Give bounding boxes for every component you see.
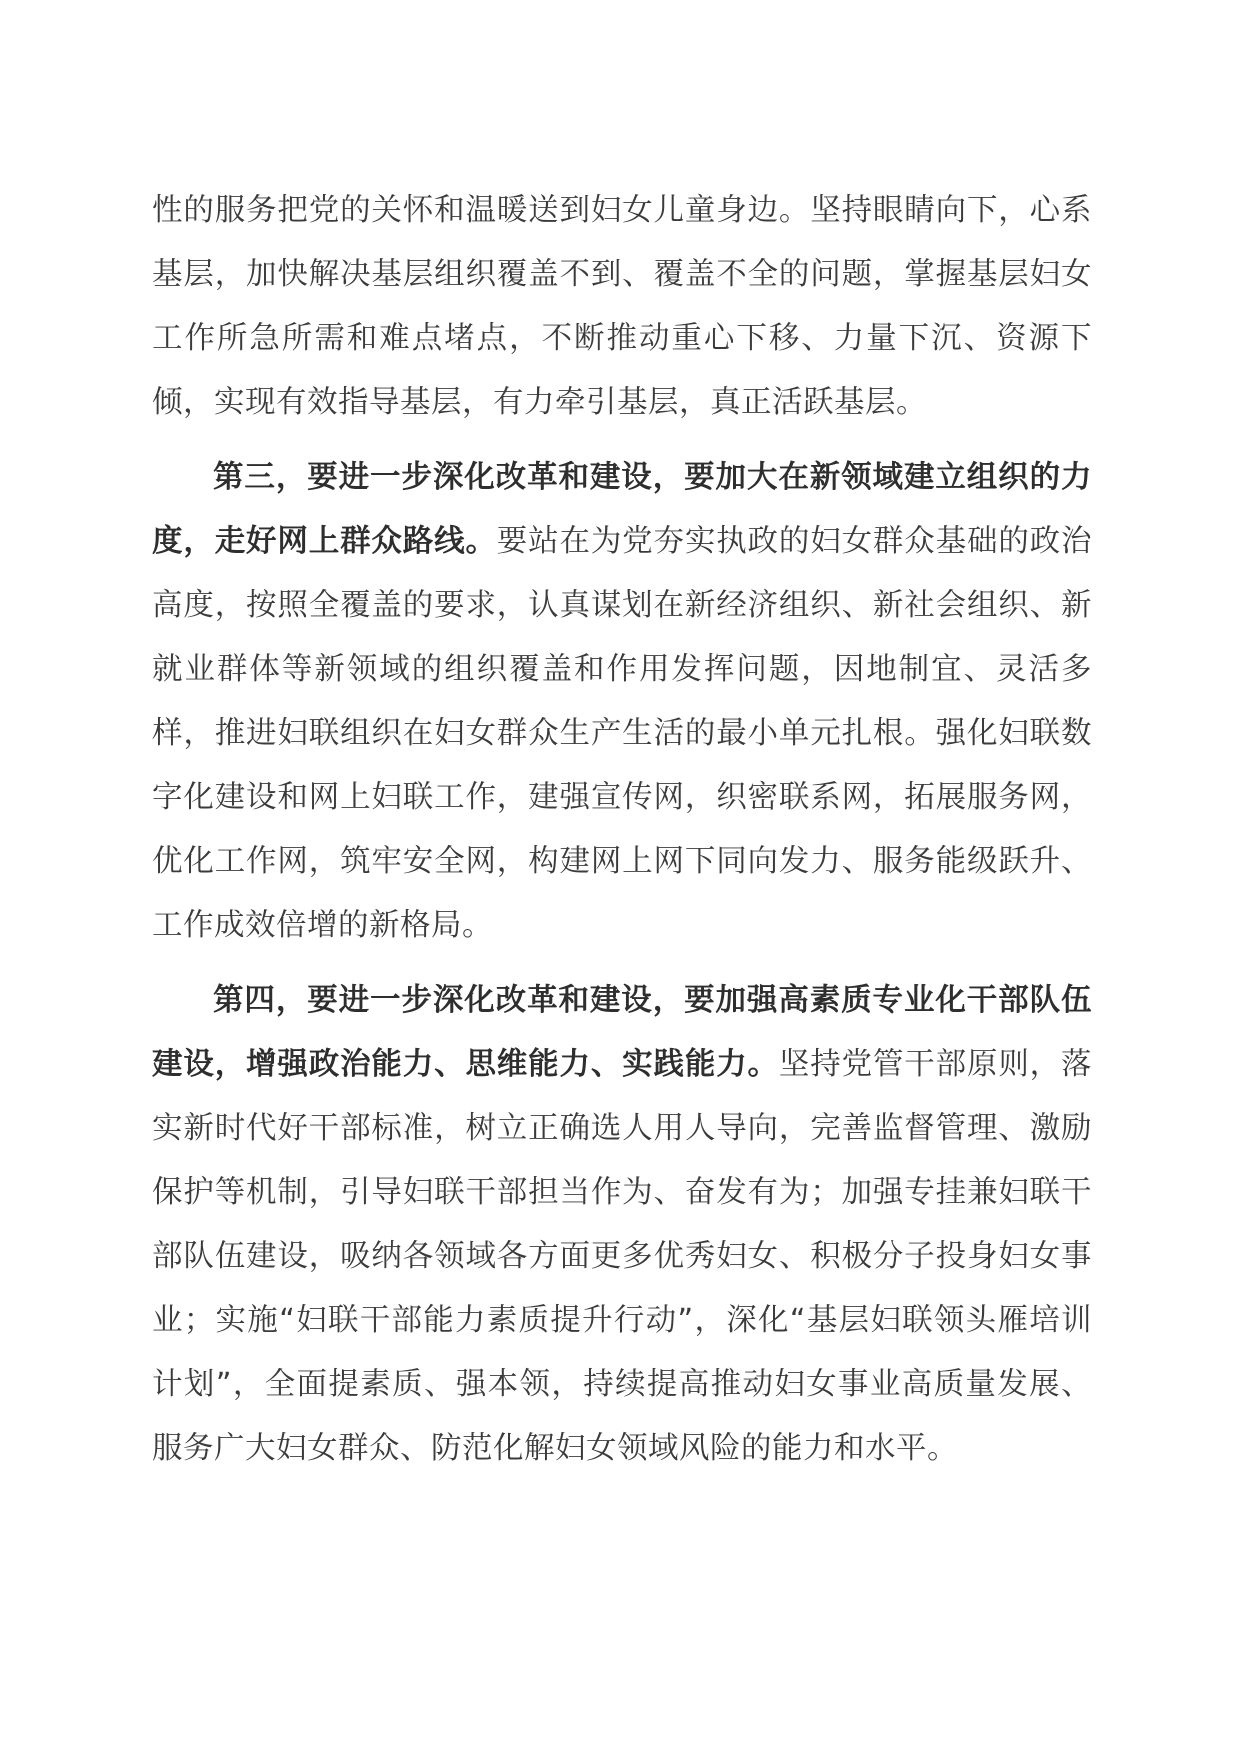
paragraph-text: 要站在为党夯实执政的妇女群众基础的政治高度，按照全覆盖的要求，认真谋划在新经济组织、新社会组织、新就业群体等新领域的组织覆盖和作用发挥问题，因地制宜、灵活多样，推进妇联组织在妇女群众生产生活的最小单元扎根。强化妇联数字化建设和网上妇联工作，建强宣传网，织密联系网，拓展服务网，优化工作网，筑牢安全网，构建网上网下同向发力、服务能级跃升、工作成效倍增的新格局。: [152, 524, 1093, 943]
paragraph-heading: 第三，要进一步深化改革和建设，要加大在新领域建立组织的力度，走好网上群众路线。: [152, 460, 1092, 559]
paragraph-text: 坚持党管干部原则，落实新时代好干部标准，树立正确选人用人导向，完善监督管理、激励保护等机制，引导妇联干部担当作为、奋发有为；加强专挂兼妇联干部队伍建设，吸纳各领域各方面更多优秀妇女、积极分子投身妇女事业；实施“妇联干部能力素质提升行动”，深化“基层妇联领头雁培训计划”，全面提素质、强本领，持续提高推动妇女事业高质量发展、服务广大妇女群众、防范化解妇女领域风险的能力和水平。: [152, 1047, 1093, 1466]
paragraph-third-point: [152, 446, 1092, 958]
paragraph-text: 性的服务把党的关怀和温暖送到妇女儿童身边。坚持眼睛向下，心系基层，加快解决基层组织覆盖不到、覆盖不全的问题，掌握基层妇女工作所急所需和难点堵点，不断推动重心下移、力量下沉、资源下倾，实现有效指导基层，有力牵引基层，真正活跃基层。: [152, 193, 1092, 420]
document-page: [152, 179, 1092, 1492]
paragraph-fourth-point: [152, 969, 1092, 1481]
paragraph-continuation: [152, 179, 1092, 435]
paragraph-heading: 第四，要进一步深化改革和建设，要加强高素质专业化干部队伍建设，增强政治能力、思维能力、实践能力。: [152, 983, 1092, 1082]
